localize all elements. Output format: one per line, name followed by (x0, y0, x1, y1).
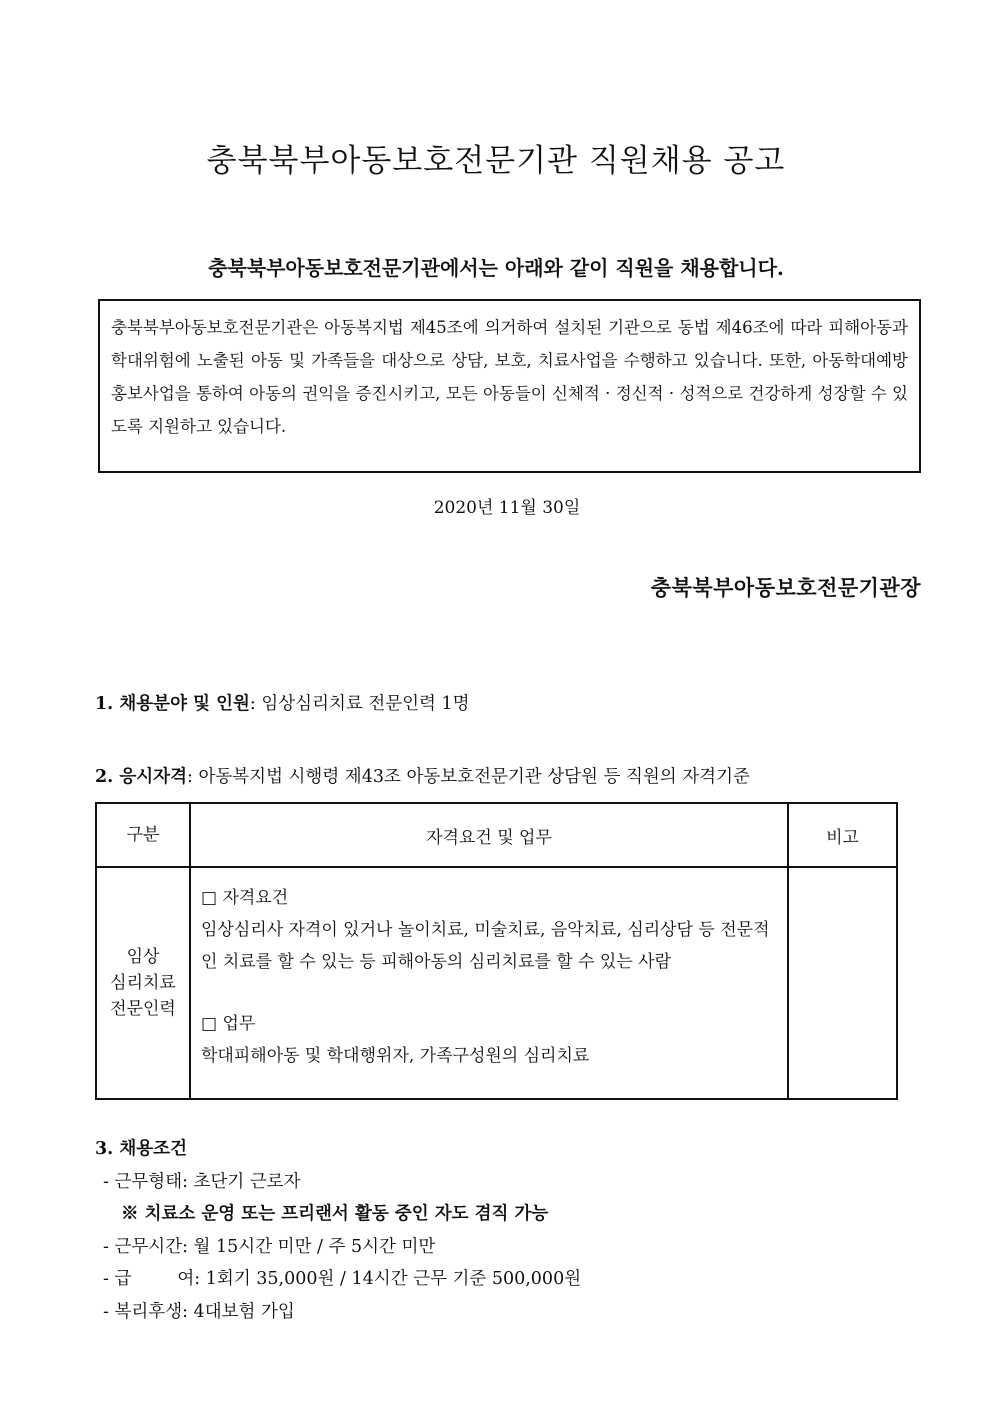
work-type-note: ※ 치료소 운영 또는 프리랜서 활동 중인 자도 겸직 가능 (121, 1204, 549, 1224)
qualification-title: □ 자격요건 (201, 888, 289, 908)
work-type: - 근무형태: 초단기 근로자 (103, 1171, 301, 1192)
intro-text: 충북북부아동보호전문기관은 아동복지법 제45조에 의거하여 설치된 기관으로 동법 제46조에 따라 피해아동과 학대위험에 노출된 아동 및 가족들을 대상으로 상담, 보호, 치료사업을 수행하고 있습니다. 또한, 아동학대예방홍보사업을 통하여 아동의 권익을 증진시키고, 모든 아동들이 신체적 · 정신적 · 성적으로 건강하게 성장할 수 있도록 지원하고 있습니다. (111, 318, 908, 436)
duty-title: □ 업무 (201, 1014, 256, 1034)
page-subtitle: 충북북부아동보호전문기관에서는 아래와 같이 직원을 채용합니다. (208, 256, 784, 280)
welfare: - 복리후생: 4대보험 가입 (103, 1301, 295, 1322)
intro-box (98, 299, 921, 473)
qualification-cell (190, 867, 788, 1099)
pay (95, 1263, 895, 1296)
section-1 (95, 690, 470, 715)
table-header-row (96, 803, 897, 867)
category-line: 심리치료 (110, 973, 176, 993)
category-line: 임상 (126, 947, 160, 967)
category-cell (96, 867, 190, 1099)
category-line: 전문인력 (110, 999, 176, 1019)
duty-text: 학대피해아동 및 학대행위자, 가족구성원의 심리치료 (201, 1046, 590, 1066)
qualification-text: 임상심리사 자격이 있거나 놀이치료, 미술치료, 음악치료, 심리상담 등 전문적인 치료를 할 수 있는 등 피해아동의 심리치료를 할 수 있는 사람 (201, 920, 770, 972)
section-2 (95, 763, 750, 788)
pay-text: 1회기 35,000원 / 14시간 근무 기준 500,000원 (205, 1269, 582, 1289)
page-title: 충북북부아동보호전문기관 직원채용 공고 (206, 143, 786, 179)
section-2-heading: 2. 응시자격 (95, 767, 187, 787)
notice-date: 2020년 11월 30일 (433, 498, 581, 518)
pay-label-a: - 급 (103, 1269, 132, 1289)
pay-label-b: 여: (177, 1269, 201, 1289)
signer-name: 충북북부아동보호전문기관장 (650, 575, 921, 600)
section-2-text: : 아동복지법 시행령 제43조 아동보호전문기관 상담원 등 직원의 자격기준 (186, 767, 750, 787)
note-cell (788, 867, 897, 1099)
section-3-heading: 3. 채용조건 (95, 1139, 187, 1159)
header-note: 비고 (788, 803, 897, 867)
section-3 (95, 1133, 895, 1328)
header-qualification: 자격요건 및 업무 (190, 803, 788, 867)
qualification-table (95, 802, 898, 1100)
table-row (96, 867, 897, 1099)
work-hours: - 근무시간: 월 15시간 미만 / 주 5시간 미만 (103, 1236, 436, 1257)
section-1-text: : 임상심리치료 전문인력 1명 (249, 694, 470, 714)
header-category: 구분 (96, 803, 190, 867)
section-1-heading: 1. 채용분야 및 인원 (95, 694, 250, 714)
